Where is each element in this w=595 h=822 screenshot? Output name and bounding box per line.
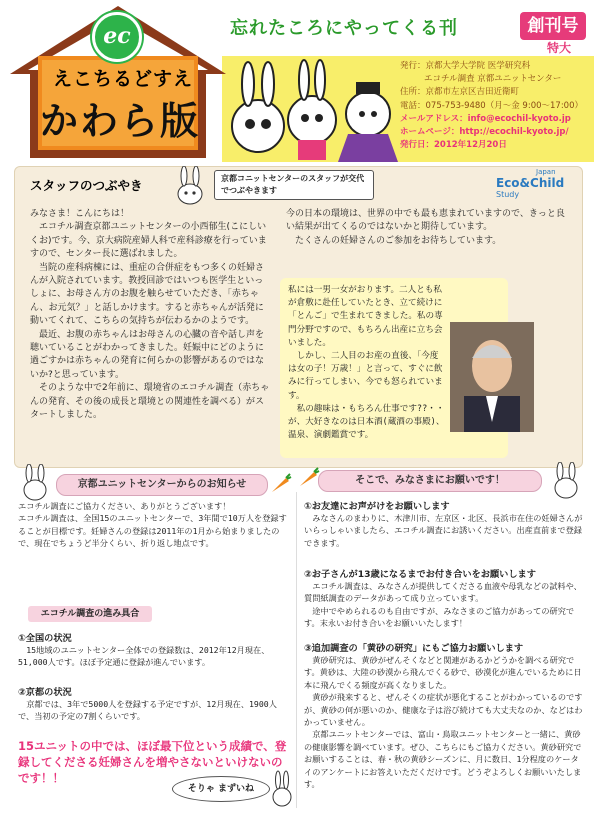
request-1-title: ①お友達にお声がけをお願いします xyxy=(304,501,450,512)
brand-title: えこちるどすえ xyxy=(52,68,193,90)
rabbit-icon xyxy=(172,166,208,206)
headline: 忘れたころにやってくる刊 xyxy=(230,18,458,39)
issue-badge-sub: 特大 xyxy=(536,40,582,56)
logo-line-japan: Japan xyxy=(536,168,556,176)
info-address: 住所：京都市左京区吉田近衛町 xyxy=(400,87,520,97)
rabbit-icon xyxy=(548,462,584,500)
rabbit-icon xyxy=(18,464,52,502)
info-unit: エコチル調査 京都ユニットセンター xyxy=(424,74,562,84)
logo-line-study: Study xyxy=(496,190,520,199)
request-3-text: 黄砂研究は、黄砂がぜんそくなどと関連があるかどうかを調べる研究です。黄砂は、大陸の砂漠から飛んでくる砂で、砂漠化が進んでいるために日本に飛んでくる頻度が高くなりました。 黄砂が飛来すると、ぜんそくの症状が悪化することがわかっているのですが、黄砂の何が悪いのか、健康な子は浴び続けても大丈夫なのか、などはわかっていません。 京都ユニットセンターでは、富山・鳥取ユニットセンターと一緒に、黄砂の健康影響を調べています。ぜひ、こちらにもご協力ください。黄砂研究でお願いすることは、春・秋の黄砂シーズンに、月に数日、1分程度のケータイのアンケートにお答えいただくだけです。どうぞよろしくお願いいたします。 xyxy=(304,655,583,790)
staff-heading: スタッフのつぶやき xyxy=(30,178,143,193)
request-2-text: エコチル調査は、みなさんが提供してくださる血液や母乳などの試料や、質問紙調査のデータがあって成り立っています。 途中でやめられるのも自由ですが、みなさまのご協力があっての研究です。末永いお付き合いをお願いいたします！ xyxy=(304,581,582,629)
hobby-text: 私には一男一女がおります。二人とも私が倉敷に赴任していたとき、立て続けに「とんご」で生まれてきました。私の専門分野ですので、もちろん出産に立ち会いました。 しかし、二人目のお産の直後、「今度は女の子！万歳！」と言って、すぐに飲みに行ってしまい、今でも怒られています。 私の趣味は・もちろん仕事です??・・が、大好きなのは日本酒(蔵酒の事殿)、温泉、演劇鑑賞です。 xyxy=(288,285,445,441)
kyoto-text: 京都では、3年で5000人を登録する予定ですが、12月現在、1900人で、当初の予定の7割くらいです。 xyxy=(18,699,277,722)
logo-line-ecochild: Eco&Child xyxy=(496,176,565,190)
info-homepage[interactable]: ホームページ：http://ecochil-kyoto.jp/ xyxy=(400,127,569,137)
emphasis-text: 15ユニットの中では、ほぼ最下位という成績で、登録してくださる妊婦さんを増やさないといけないのです！！ xyxy=(18,739,287,785)
progress-heading: エコチル調査の進み具合 xyxy=(28,606,152,622)
info-publisher: 発行：京都大学大学院 医学研究科 xyxy=(400,61,531,71)
eco-child-logo xyxy=(496,168,582,212)
staff-left-column: みなさま！こんにちは！ エコチル調査京都ユニットセンターの小西郁生(こにしいくお)です。今、京大病院産婦人科で産科診療を行っていますので、センター長に選ばれました。 当院の産科病棟には、重症の合併症をもつ多くの妊婦さんが入院されています。教授回診ではいつも医学生といっしょに、お母さん方のお腹を触らせていただき、「赤ちゃん、お元気？」と話しかけます。すると赤ちゃんが活発に動いてくれて、こちらの気持ちが伝わるかのようです。 最近、お腹の赤ちゃんはお母さんの心臓の音や話し声を聴いていることがわかってきました。妊娠中にどのように過ごすかは赤ちゃんの発育に何らかの影響があるのではないか?と思っています。 そのような中で2年前に、環境省のエコチル調査（赤ちゃんの発育、その後の成長と環境との関連性を調べる）がスタートしました。 xyxy=(30,209,270,421)
info-date: 発行日：2012年12月20日 xyxy=(400,140,507,150)
brand-main: かわら版 xyxy=(39,99,200,143)
request-2-title: ②お子さんが13歳になるまでお付き合いをお願いします xyxy=(304,569,536,580)
column-divider xyxy=(296,492,297,808)
speech-bubble: 京都コニットセンターのスタッフが交代でつぶやきます xyxy=(214,170,374,200)
national-title: ①全国の状況 xyxy=(18,633,72,644)
rabbit-icon xyxy=(270,770,294,808)
request-1-text: みなさんのまわりに、木津川市、左京区・北区、長浜市在住の妊婦さんがいらっしゃいましたら、エコチル調査にお誘いください。出産直前まで登録できます。 xyxy=(304,513,583,548)
staff-right-column: 今の日本の環境は、世界の中でも最も恵まれていますので、きっと良い結果が出てくるのではないかと期待しています。 たくさんの妊婦さんのご参加をお待ちしています。 xyxy=(286,209,565,246)
reaction-oval: そりゃ まずいね xyxy=(172,776,270,802)
director-photo xyxy=(450,322,534,432)
info-email[interactable]: メールアドレス：info@ecochil-kyoto.jp xyxy=(400,114,571,124)
info-phone: 電話：075-753-9480（月～金 9:00～17:00） xyxy=(400,101,583,111)
request-heading: そこで、みなさまにお願いです！ xyxy=(318,470,542,492)
issue-badge: 創刊号 xyxy=(520,12,586,40)
ec-logo: ec xyxy=(92,12,142,62)
kyoto-title: ②京都の状況 xyxy=(18,687,72,698)
request-3-title: ③追加調査の「黄砂の研究」にもご協力お願いします xyxy=(304,643,524,654)
national-text: 15地域のユニットセンター全体での登録数は、2012年12月現在、51,000人です。ほぼ予定通に登録が進んでいます。 xyxy=(18,645,270,668)
carrot-icon xyxy=(296,466,320,490)
notice-heading: 京都ユニットセンターからのお知らせ xyxy=(56,474,268,496)
notice-intro: エコチル調査にご協力ください、ありがとうございます！ エコチル調査は、全国15のユニットセンターで、3年間で10万人を登録することが目標です。妊婦さんの登録は2011年の1月から始まりましたので、現在でちょうど半分くらい、折り返し地点です。 xyxy=(18,501,287,549)
mascot-characters-illustration xyxy=(222,56,402,162)
carrot-icon xyxy=(268,472,292,496)
